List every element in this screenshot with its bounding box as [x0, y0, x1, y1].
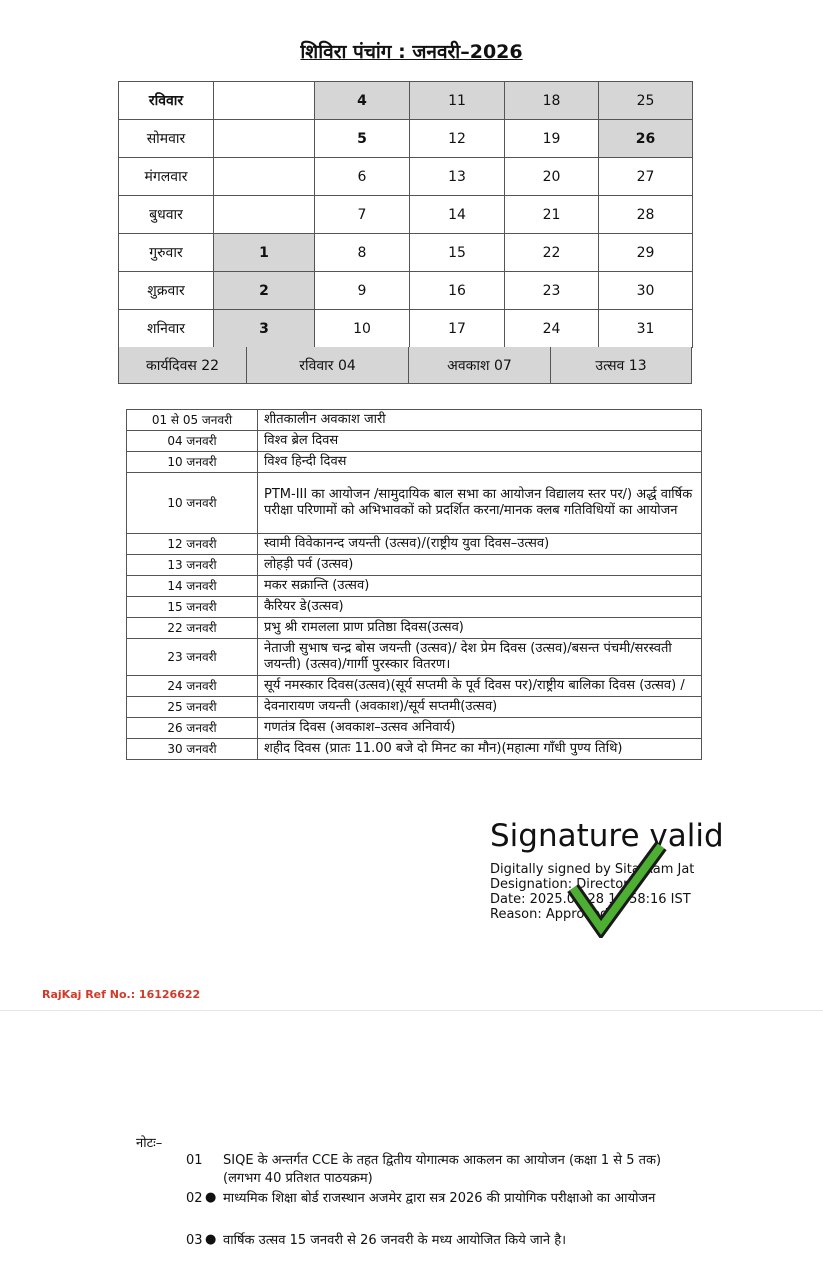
event-desc: देवनारायण जयन्ती (अवकाश)/सूर्य सप्तमी(उत्सव)	[258, 697, 702, 718]
date-cell: 3	[214, 310, 315, 348]
event-row	[127, 534, 702, 555]
event-row	[127, 639, 702, 676]
date-cell: 24	[505, 310, 599, 348]
calendar-row	[119, 310, 693, 348]
date-cell: 30	[599, 272, 693, 310]
date-cell: 5	[315, 120, 410, 158]
date-cell: 8	[315, 234, 410, 272]
event-row	[127, 697, 702, 718]
event-row	[127, 618, 702, 639]
event-row	[127, 576, 702, 597]
event-desc: शीतकालीन अवकाश जारी	[258, 410, 702, 431]
date-cell: 25	[599, 82, 693, 120]
day-name: सोमवार	[119, 120, 214, 158]
date-cell: 15	[410, 234, 505, 272]
calendar-row	[119, 82, 693, 120]
calendar-row	[119, 120, 693, 158]
day-name: मंगलवार	[119, 158, 214, 196]
summary-holidays: अवकाश 07	[409, 347, 551, 383]
event-date: 13 जनवरी	[127, 555, 258, 576]
date-cell: 20	[505, 158, 599, 196]
event-row	[127, 718, 702, 739]
event-row	[127, 452, 702, 473]
date-cell	[214, 120, 315, 158]
event-row	[127, 739, 702, 760]
event-date: 22 जनवरी	[127, 618, 258, 639]
date-cell: 17	[410, 310, 505, 348]
event-row	[127, 410, 702, 431]
date-cell: 9	[315, 272, 410, 310]
date-cell: 23	[505, 272, 599, 310]
date-cell: 19	[505, 120, 599, 158]
date-cell: 27	[599, 158, 693, 196]
signature-line: Designation: Director	[490, 877, 629, 892]
event-row	[127, 676, 702, 697]
date-cell: 11	[410, 82, 505, 120]
day-name: बुधवार	[119, 196, 214, 234]
date-cell: 28	[599, 196, 693, 234]
date-cell: 18	[505, 82, 599, 120]
page-title: शिविरा पंचांग : जनवरी–2026	[300, 41, 523, 63]
date-cell: 7	[315, 196, 410, 234]
note-number: 03	[186, 1233, 203, 1248]
date-cell: 21	[505, 196, 599, 234]
event-row	[127, 431, 702, 452]
summary-sundays: रविवार 04	[247, 347, 409, 383]
signature-heading: Signature valid	[490, 818, 724, 854]
page-divider	[0, 1010, 823, 1011]
day-name: शनिवार	[119, 310, 214, 348]
calendar-row	[119, 272, 693, 310]
events-table	[126, 409, 702, 760]
date-cell: 16	[410, 272, 505, 310]
notes-label: नोटः–	[136, 1136, 163, 1151]
event-desc: PTM-III का आयोजन /सामुदायिक बाल सभा का आयोजन विद्यालय स्तर पर/) अर्द्ध वार्षिक परीक्षा परिणामों को अभिभावकों को प्रदर्शित करना/मानक क्लब गतिविधियों का आयोजन	[258, 473, 702, 534]
date-cell: 12	[410, 120, 505, 158]
date-cell: 26	[599, 120, 693, 158]
event-desc: नेताजी सुभाष चन्द्र बोस जयन्ती (उत्सव)/ देश प्रेम दिवस (उत्सव)/बसन्त पंचमी/सरस्वती जयन्ती) (उत्सव)/गार्गी पुरस्कार वितरण।	[258, 639, 702, 676]
date-cell: 31	[599, 310, 693, 348]
day-name: रविवार	[119, 82, 214, 120]
summary-festivals: उत्सव 13	[595, 357, 647, 374]
date-cell: 6	[315, 158, 410, 196]
event-row	[127, 473, 702, 534]
date-cell: 4	[315, 82, 410, 120]
calendar-table	[118, 81, 693, 348]
summary-working-days: कार्यदिवस 22	[119, 347, 247, 383]
signature-line: Digitally signed by Sita Ram Jat	[490, 862, 695, 877]
calendar-summary	[118, 347, 692, 384]
signature-line: Reason: Approved	[490, 907, 609, 922]
day-name: गुरुवार	[119, 234, 214, 272]
date-cell: 13	[410, 158, 505, 196]
rajkaj-ref-number: RajKaj Ref No.: 16126622	[42, 988, 201, 1001]
date-cell: 29	[599, 234, 693, 272]
event-desc: शहीद दिवस (प्रातः 11.00 बजे दो मिनट का मौन)(महात्मा गाँधी पुण्य तिथि)	[258, 739, 702, 760]
event-desc: विश्व ब्रेल दिवस	[258, 431, 702, 452]
date-cell	[214, 158, 315, 196]
event-date: 24 जनवरी	[127, 676, 258, 697]
date-cell: 2	[214, 272, 315, 310]
day-name: शुक्रवार	[119, 272, 214, 310]
date-cell	[214, 196, 315, 234]
event-desc: मकर सक्रान्ति (उत्सव)	[258, 576, 702, 597]
calendar-row	[119, 158, 693, 196]
event-date: 15 जनवरी	[127, 597, 258, 618]
event-desc: लोहड़ी पर्व (उत्सव)	[258, 555, 702, 576]
check-mark-icon	[567, 838, 667, 938]
event-desc: कैरियर डे(उत्सव)	[258, 597, 702, 618]
event-date: 14 जनवरी	[127, 576, 258, 597]
note-number: 01	[186, 1153, 203, 1168]
event-date: 10 जनवरी	[127, 452, 258, 473]
note-text: माध्यमिक शिक्षा बोर्ड राजस्थान अजमेर द्वारा सत्र 2026 की प्रायोगिक परीक्षाओ का आयोजन	[223, 1191, 656, 1206]
event-date: 12 जनवरी	[127, 534, 258, 555]
event-desc: प्रभु श्री रामलला प्राण प्रतिष्ठा दिवस(उत्सव)	[258, 618, 702, 639]
event-date: 04 जनवरी	[127, 431, 258, 452]
event-desc: सूर्य नमस्कार दिवस(उत्सव)(सूर्य सप्तमी के पूर्व दिवस पर)/राष्ट्रीय बालिका दिवस (उत्सव) /	[258, 676, 702, 697]
event-date: 23 जनवरी	[127, 639, 258, 676]
date-cell	[214, 82, 315, 120]
date-cell: 10	[315, 310, 410, 348]
bullet-icon: ●	[205, 1232, 217, 1247]
event-date: 26 जनवरी	[127, 718, 258, 739]
note-text: वार्षिक उत्सव 15 जनवरी से 26 जनवरी के मध्य आयोजित किये जाने है।	[223, 1233, 567, 1248]
note-text: SIQE के अन्तर्गत CCE के तहत द्वितीय योगात्मक आकलन का आयोजन (कक्षा 1 से 5 तक) (लगभग 40 प्रतिशत पाठयक्रम)	[223, 1153, 662, 1186]
calendar-row	[119, 234, 693, 272]
event-row	[127, 555, 702, 576]
note-number: 02	[186, 1191, 203, 1206]
event-desc: विश्व हिन्दी दिवस	[258, 452, 702, 473]
event-desc: स्वामी विवेकानन्द जयन्ती (उत्सव)/(राष्ट्रीय युवा दिवस–उत्सव)	[258, 534, 702, 555]
event-date: 01 से 05 जनवरी	[127, 410, 258, 431]
date-cell: 22	[505, 234, 599, 272]
date-cell: 14	[410, 196, 505, 234]
calendar-row	[119, 196, 693, 234]
event-date: 30 जनवरी	[127, 739, 258, 760]
bullet-icon: ●	[205, 1190, 217, 1205]
signature-line: Date: 2025.06.28 12:58:16 IST	[490, 892, 691, 907]
event-date: 10 जनवरी	[127, 473, 258, 534]
event-date: 25 जनवरी	[127, 697, 258, 718]
event-row	[127, 597, 702, 618]
event-desc: गणतंत्र दिवस (अवकाश–उत्सव अनिवार्य)	[258, 718, 702, 739]
date-cell: 1	[214, 234, 315, 272]
